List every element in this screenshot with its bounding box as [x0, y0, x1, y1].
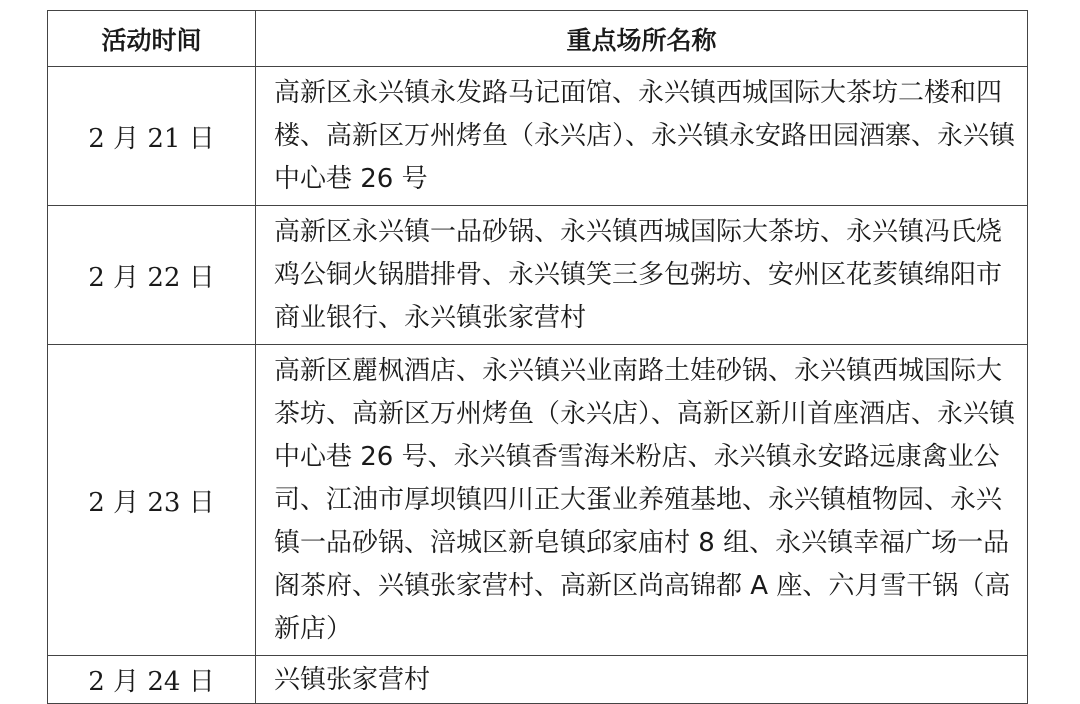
- venue-table: [47, 10, 1028, 704]
- row-date: 2 月 22 日: [48, 206, 256, 345]
- table-row: [48, 656, 1028, 704]
- row-venues: 高新区永兴镇一品砂锅、永兴镇西城国际大茶坊、永兴镇冯氏烧鸡公铜火锅腊排骨、永兴镇笑三多包粥坊、安州区花荄镇绵阳市商业银行、永兴镇张家营村: [256, 206, 1028, 345]
- table-header-row: [48, 11, 1028, 67]
- header-venue-name: 重点场所名称: [256, 11, 1028, 67]
- row-date: 2 月 24 日: [48, 656, 256, 704]
- row-date: 2 月 23 日: [48, 345, 256, 656]
- document-page: [47, 10, 1027, 704]
- table-row: [48, 67, 1028, 206]
- row-venues: 高新区永兴镇永发路马记面馆、永兴镇西城国际大茶坊二楼和四楼、高新区万州烤鱼（永兴店）、永兴镇永安路田园酒寨、永兴镇中心巷 26 号: [256, 67, 1028, 206]
- row-venues: 兴镇张家营村: [256, 656, 1028, 704]
- table-row: [48, 206, 1028, 345]
- row-date: 2 月 21 日: [48, 67, 256, 206]
- row-venues: 高新区麗枫酒店、永兴镇兴业南路土娃砂锅、永兴镇西城国际大茶坊、高新区万州烤鱼（永兴店）、高新区新川首座酒店、永兴镇中心巷 26 号、永兴镇香雪海米粉店、永兴镇永安路远康禽业公司、江油市厚坝镇四川正大蛋业养殖基地、永兴镇植物园、永兴镇一品砂锅、涪城区新皂镇邱家庙村 8 组、永兴镇幸福广场一品阁茶府、兴镇张家营村、高新区尚高锦都 A 座、六月雪干锅（高新店）: [256, 345, 1028, 656]
- table-row: [48, 345, 1028, 656]
- header-activity-time: 活动时间: [48, 11, 256, 67]
